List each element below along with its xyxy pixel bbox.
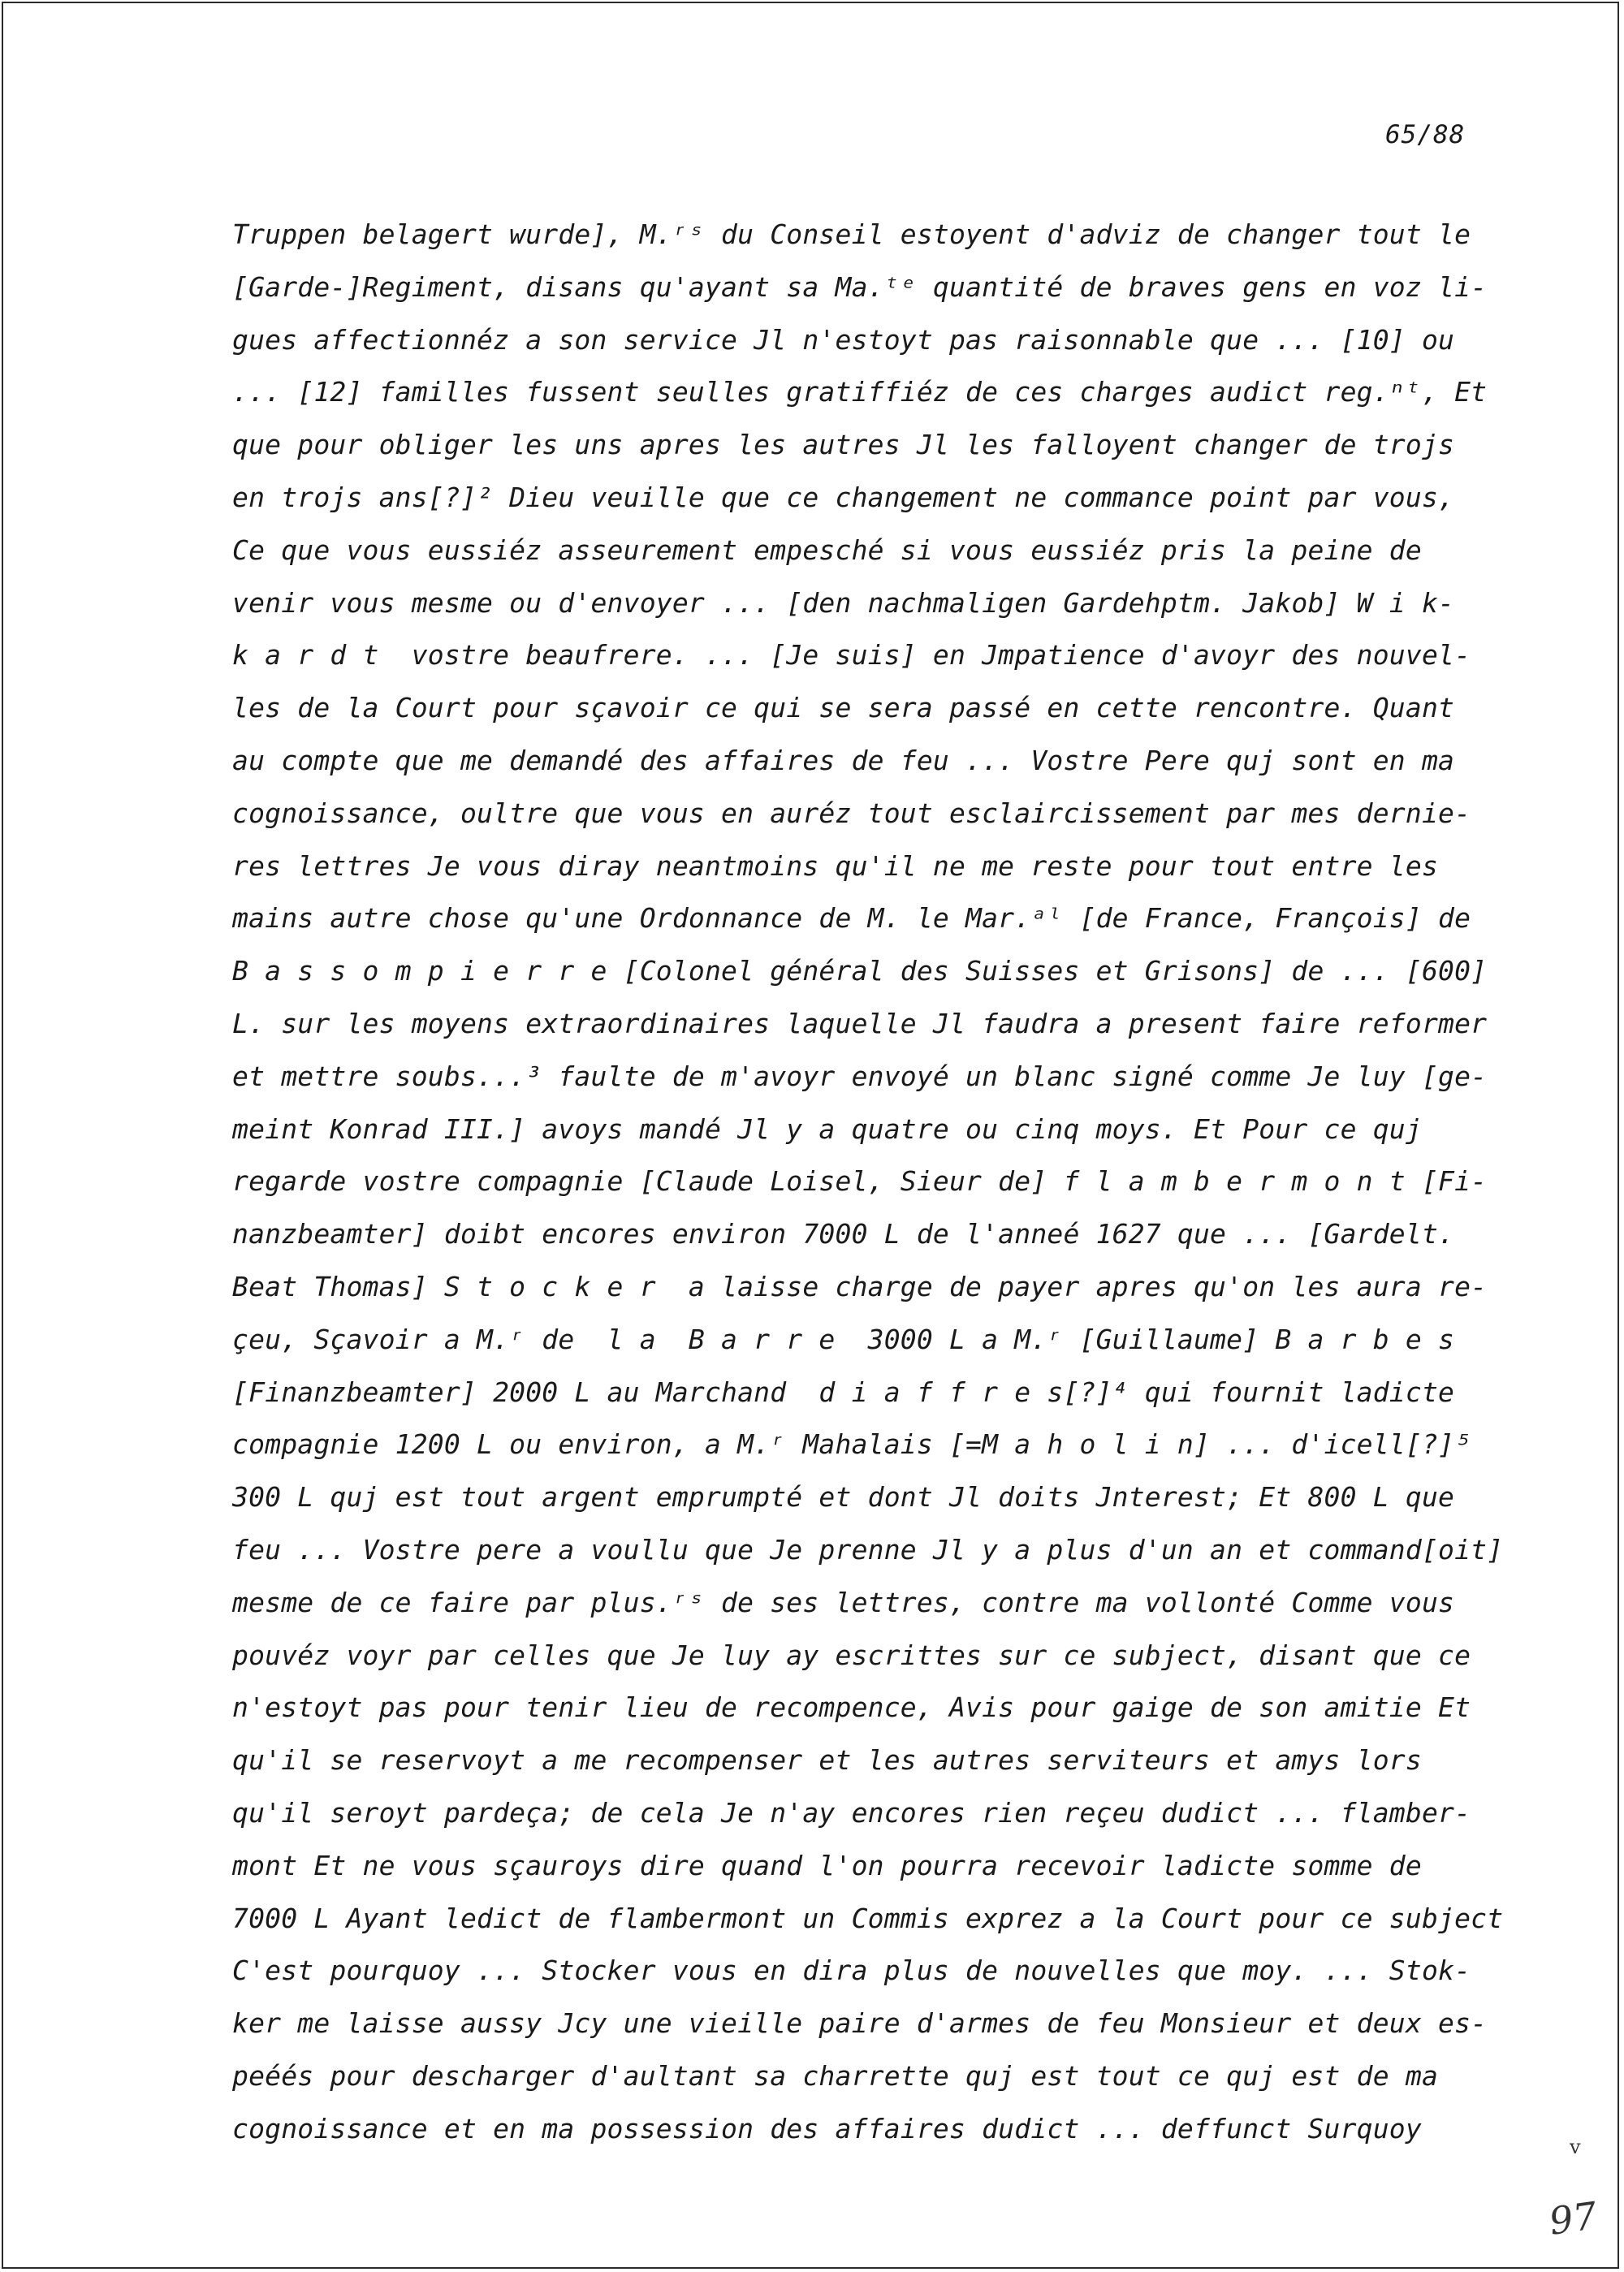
text-line: et mettre soubs...³ faulte de m'avoyr envoyé un blanc signé comme Je luy [ge- [232,1060,1488,1092]
text-line: Beat Thomas] S t o c k e r a laisse charge de payer apres qu'on les aura re- [232,1270,1488,1302]
text-line: cognoissance, oultre que vous en auréz tout esclaircissement par mes dernie- [232,797,1471,829]
text-line: k a r d t vostre beaufrere. ... [Je suis] en Jmpatience d'avoyr des nouvel- [232,639,1471,672]
text-line: L. sur les moyens extraordinaires laquelle Jl faudra a present faire reformer [232,1007,1488,1039]
text-line: feu ... Vostre pere a voullu que Je prenne Jl y a plus d'un an et command[oit] [232,1533,1504,1566]
text-line: regarde vostre compagnie [Claude Loisel, Sieur de] f l a m b e r m o n t [Fi- [232,1165,1488,1198]
page-number: 65/88 [1385,120,1466,149]
text-line: 300 L quj est tout argent emprumpté et dont Jl doits Jnterest; Et 800 L que [232,1481,1455,1514]
text-line: 7000 L Ayant ledict de flambermont un Commis exprez a la Court pour ce subject [232,1902,1504,1934]
text-line: B a s s o m p i e r r e [Colonel général des Suisses et Grisons] de ... [600] [232,955,1488,987]
text-line: que pour obliger les uns apres les autres Jl les falloyent changer de trojs [232,429,1455,461]
text-line: venir vous mesme ou d'envoyer ... [den nachmaligen Gardehptm. Jakob] W i k- [232,586,1455,619]
text-line: au compte que me demandé des affaires de feu ... Vostre Pere quj sont en ma [232,744,1455,776]
text-line: compagnie 1200 L ou environ, a M.ʳ Mahalais [=M a h o l i n] ... d'icell[?]⁵ [232,1428,1471,1461]
text-line: qu'il seroyt pardeça; de cela Je n'ay encores rien reçeu dudict ... flamber- [232,1796,1471,1829]
text-line: meint Konrad III.] avoys mandé Jl y a quatre ou cinq moys. Et Pour ce quj [232,1112,1422,1145]
text-line: les de la Court pour sçavoir ce qui se sera passé en cette rencontre. Quant [232,692,1455,724]
text-line: mont Et ne vous sçauroys dire quand l'on pourra recevoir ladicte somme de [232,1849,1422,1881]
text-line: ker me laisse aussy Jcy une vieille paire d'armes de feu Monsieur et deux es- [232,2007,1488,2040]
text-line: cognoissance et en ma possession des affaires dudict ... deffunct Surquoy [232,2112,1422,2145]
text-line: res lettres Je vous diray neantmoins qu'il ne me reste pour tout entre les [232,849,1439,882]
text-line: mesme de ce faire par plus.ʳˢ de ses lettres, contre ma vollonté Comme vous [232,1586,1455,1618]
body-text [232,209,1504,2155]
text-line: [Finanzbeamter] 2000 L au Marchand d i a f f r e s[?]⁴ qui fournit ladicte [232,1376,1455,1408]
text-line: Ce que vous eussiéz asseurement empesché si vous eussiéz pris la peine de [232,533,1422,566]
text-line: C'est pourquoy ... Stocker vous en dira plus de nouvelles que moy. ... Stok- [232,1955,1471,1987]
text-line: n'estoyt pas pour tenir lieu de recompence, Avis pour gaige de son amitie Et [232,1691,1471,1724]
margin-check-mark: v [1570,2136,1581,2158]
text-line: en trojs ans[?]² Dieu veuille que ce changement ne commance point par vous, [232,481,1455,513]
text-line: peéés pour descharger d'aultant sa charrette quj est tout ce quj est de ma [232,2059,1439,2092]
text-line: [Garde-]Regiment, disans qu'ayant sa Ma.ᵗᵉ quantité de braves gens en voz li- [232,270,1488,303]
text-line: Truppen belagert wurde], M.ʳˢ du Conseil estoyent d'adviz de changer tout le [232,218,1471,250]
text-line: gues affectionnéz a son service Jl n'estoyt pas raisonnable que ... [10] ou [232,323,1455,356]
text-line: ... [12] familles fussent seulles gratiffiéz de ces charges audict reg.ⁿᵗ, Et [232,376,1488,408]
text-line: pouvéz voyr par celles que Je luy ay escrittes sur ce subject, disant que ce [232,1639,1471,1671]
text-line: nanzbeamter] doibt encores environ 7000 L de l'anneé 1627 que ... [Gardelt. [232,1218,1455,1250]
handwritten-archive-number: 97 [1546,2193,1600,2244]
text-line: çeu, Sçavoir a M.ʳ de l a B a r r e 3000 L a M.ʳ [Guillaume] B a r b e s [232,1323,1455,1355]
text-line: qu'il se reservoyt a me recompenser et les autres serviteurs et amys lors [232,1744,1422,1777]
text-line: mains autre chose qu'une Ordonnance de M. le Mar.ᵃˡ [de France, François] de [232,902,1471,935]
